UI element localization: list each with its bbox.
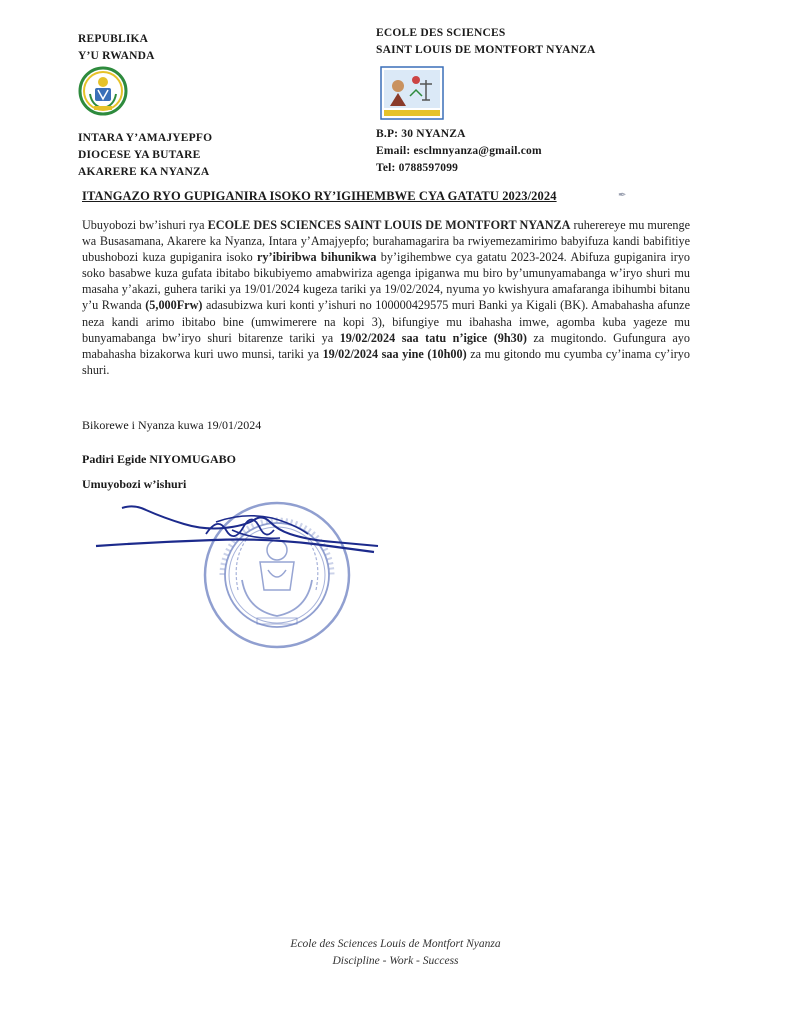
republic-line-2: Y’U RWANDA: [78, 50, 155, 62]
republic-header: [78, 31, 155, 65]
announcement-title: ITANGAZO RYO GUPIGANIRA ISOKO RY’IGIHEMBWE CYA GATATU 2023/2024: [82, 189, 557, 203]
school-contacts: [376, 126, 542, 177]
body-part-3: ruherereye mu murenge wa Busasamana, Akarere ka Nyanza, Intara y’Amajyepfo; burahamagarira ba rwiyemezamirimo babyifuza kandi babifitiye ubushobozi kuza gupiganira isoko: [82, 218, 690, 265]
body-part-7: adasubizwa kuri konti y’ishuri no 100000429575 muri Banki ya Kigali (BK). Amabahasha afunze neza kandi arimo ibitabo bine (umwimerere na kopi 3), bifungiye mu ibahasha imwe, agomba kuba yageze mu bunyamabanga bw’iryo shuri bitarenze tariki ya: [82, 298, 691, 345]
republic-line-1: REPUBLIKA: [78, 33, 149, 45]
signatory-name: Padiri Egide NIYOMUGABO: [82, 452, 237, 466]
footer-school-name: Ecole des Sciences Louis de Montfort Nyanza: [290, 938, 501, 950]
school-line-2: SAINT LOUIS DE MONTFORT NYANZA: [376, 44, 596, 56]
body-deadline: 19/02/2024 saa tatu n’igice (9h30): [339, 330, 527, 345]
region-header: [78, 130, 212, 181]
date-line: Bikorewe i Nyanza kuwa 19/01/2024: [82, 418, 262, 432]
body-part-5: by’igihembwe cya gatatu 2023-2024. Abifuza gupiganira iryo soko basabwe kuza gufata ibitabo bikubiyemo amabwiriza agenga ipiganwa mu biro by’umunyamabanga w’iryo shuri mu masaha y’akazi, guhera tariki ya 19/01/2024 kugeza tariki ya 19/02/2024, nyuma yo kwishyura amafaranga ibihumbi bitanu y’u Rwanda: [82, 250, 691, 313]
district-line: AKARERE KA NYANZA: [78, 166, 210, 178]
body-part-9: za mugitondo. Gufungura ayo mabahasha bizakorwa kuri uwo munsi, tariki ya: [82, 330, 690, 361]
body-fee: (5,000Frw): [145, 298, 203, 313]
phone-line: Tel: 0788597099: [376, 162, 459, 174]
po-box: B.P: 30 NYANZA: [376, 128, 466, 140]
signatory-role: Umuyobozi w’ishuri: [82, 477, 187, 491]
body-tender-subject: ry’ibiribwa bihunikwa: [257, 250, 377, 265]
email-line: Email: esclmnyanza@gmail.com: [376, 145, 542, 157]
province-line: INTARA Y’AMAJYEPFO: [78, 132, 213, 144]
body-part-11: za mu gitondo mu cyumba cy’inama cy’iryo shuri.: [82, 346, 690, 377]
signature-icon: [94, 500, 384, 570]
school-line-1: ECOLE DES SCIENCES: [376, 27, 506, 39]
body-opening-time: 19/02/2024 saa yine (10h00): [322, 346, 467, 361]
pen-mark-icon: ✒: [618, 190, 627, 201]
school-header: [376, 25, 595, 59]
diocese-line: DIOCESE YA BUTARE: [78, 149, 201, 161]
body-part-1: Ubuyobozi bw’ishuri rya: [82, 218, 208, 232]
rwanda-emblem-icon: [78, 66, 128, 116]
announcement-body: [82, 217, 690, 378]
school-logo-icon: [380, 66, 444, 120]
footer-motto: Discipline - Work - Success: [332, 955, 459, 967]
body-school-name: ECOLE DES SCIENCES SAINT LOUIS DE MONTFORT NYANZA: [207, 218, 571, 232]
